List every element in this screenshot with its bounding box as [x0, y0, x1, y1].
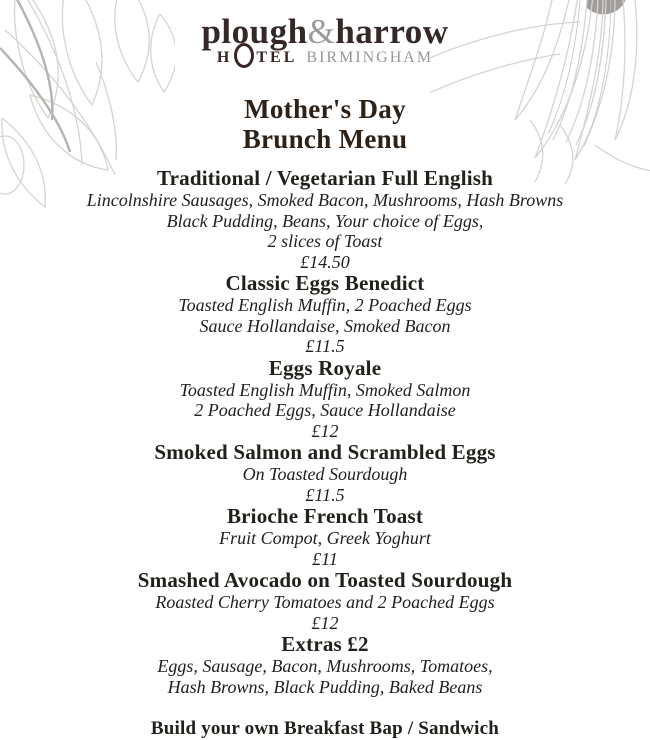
item-name: Brioche French Toast [226, 504, 424, 528]
logo-hotel-h: H [216, 49, 233, 66]
menu-item [0, 505, 650, 569]
menu-item [0, 167, 650, 272]
item-description-line: Toasted English Muffin, 2 Poached Eggs [178, 295, 472, 315]
logo-hotel-tel: TEL [256, 49, 298, 66]
menu-item [0, 569, 650, 633]
page-title [0, 94, 650, 154]
logo-wordmark [0, 14, 650, 49]
item-name: Eggs Royale [268, 355, 382, 380]
item-price: £12 [311, 612, 339, 633]
item-description-line: Sauce Hollandaise, Smoked Bacon [199, 315, 451, 336]
menu-items [0, 167, 650, 697]
item-price: £11.5 [305, 336, 345, 356]
item-price: £11 [312, 548, 338, 569]
page-title-line1: Mother's Day [244, 94, 406, 124]
item-name: Traditional / Vegetarian Full English [156, 166, 494, 190]
item-price: £11.5 [305, 484, 345, 505]
page-title-line2: Brunch Menu [242, 124, 408, 154]
item-description-line: 2 slices of Toast [267, 231, 383, 251]
item-description-line: Lincolnshire Sausages, Smoked Bacon, Mushrooms, Hash Browns [86, 190, 564, 210]
logo-city: BIRMINGHAM [306, 49, 434, 66]
item-description-line: Black Pudding, Beans, Your choice of Eggs, [166, 210, 484, 231]
logo-name-left: plough [201, 12, 308, 51]
item-description-line: Hash Browns, Black Pudding, Baked Beans [167, 676, 483, 697]
footer-note: Build your own Breakfast Bap / Sandwich [150, 718, 500, 739]
hotel-logo [0, 14, 650, 81]
item-name: Classic Eggs Benedict [225, 271, 425, 295]
logo-subline [0, 47, 650, 81]
menu-item [0, 357, 650, 442]
logo-ampersand: & [307, 12, 336, 51]
item-name: Smashed Avocado on Toasted Sourdough [137, 568, 513, 592]
item-name: Extras £2 [281, 632, 369, 656]
logo-o-ring-icon [234, 43, 254, 68]
item-description-line: On Toasted Sourdough [242, 464, 408, 484]
item-description-line: 2 Poached Eggs, Sauce Hollandaise [194, 400, 456, 420]
item-description-line: Fruit Compot, Greek Yoghurt [219, 528, 431, 548]
item-name: Smoked Salmon and Scrambled Eggs [154, 440, 496, 464]
menu-item-extras [0, 633, 650, 697]
item-price: £12 [311, 420, 339, 441]
menu-item [0, 441, 650, 505]
logo-name-right: harrow [335, 12, 449, 51]
menu-item [0, 272, 650, 357]
item-description-line: Roasted Cherry Tomatoes and 2 Poached Eggs [155, 592, 495, 612]
item-description-line: Eggs, Sausage, Bacon, Mushrooms, Tomatoes, [157, 656, 493, 676]
item-price: £14.50 [300, 251, 350, 272]
item-description-line: Toasted English Muffin, Smoked Salmon [179, 379, 471, 400]
